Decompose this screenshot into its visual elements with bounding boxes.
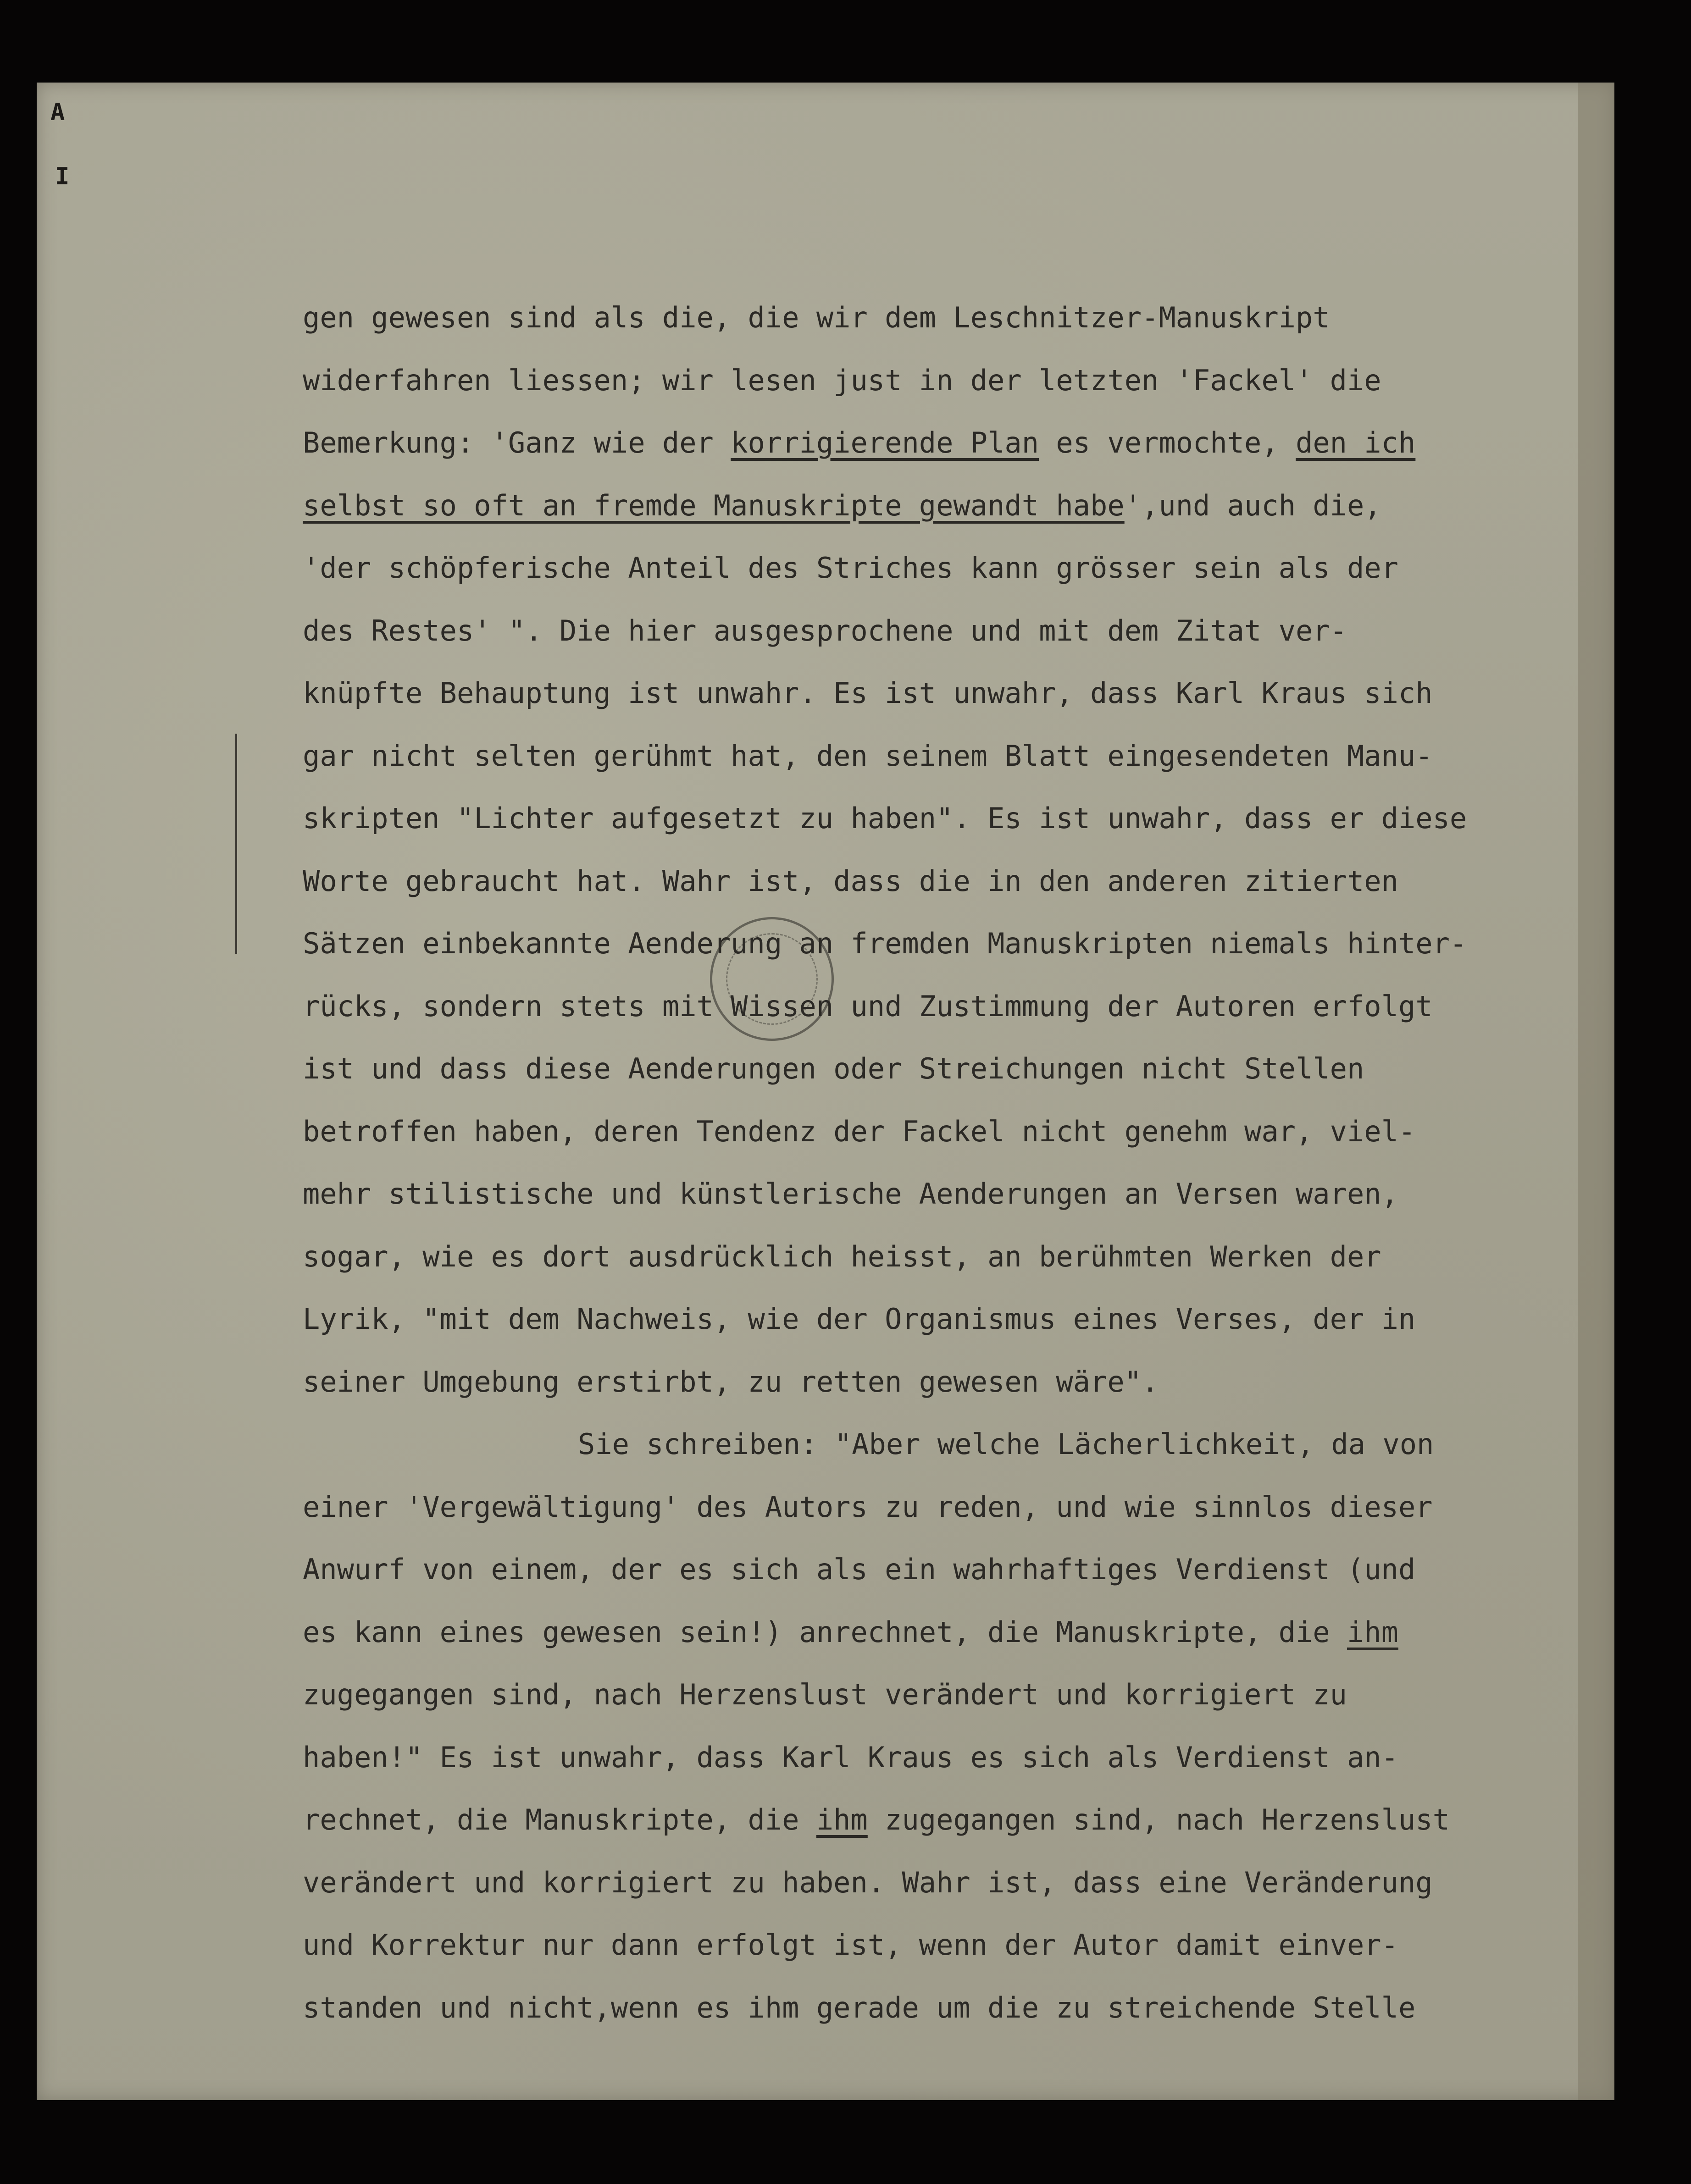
text-segment: des Restes' ". Die hier ausgesprochene und mit dem Zitat ver- <box>303 614 1347 647</box>
text-segment: es kann eines gewesen sein!) anrechnet, die Manuskripte, die <box>303 1615 1347 1649</box>
text-line <box>303 1726 1569 1789</box>
page-edge-shadow <box>1578 83 1614 2100</box>
underlined-text: den ich <box>1296 426 1416 459</box>
text-segment: Lyrik, "mit dem Nachweis, wie der Organismus eines Verses, der in <box>303 1302 1416 1336</box>
text-segment: widerfahren liessen; wir lesen just in der letzten 'Fackel' die <box>303 363 1381 397</box>
underlined-text: ihm <box>816 1803 868 1836</box>
text-segment: mehr stilistische und künstlerische Aenderungen an Versen waren, <box>303 1177 1398 1211</box>
text-segment: und Korrektur nur dann erfolgt ist, wenn der Autor damit einver- <box>303 1928 1398 1962</box>
text-segment: einer 'Vergewältigung' des Autors zu reden, und wie sinnlos dieser <box>303 1490 1433 1524</box>
text-segment: ',und auch die, <box>1124 488 1381 522</box>
text-segment: Anwurf von einem, der es sich als ein wahrhaftiges Verdienst (und <box>303 1553 1416 1586</box>
text-segment: rechnet, die Manuskripte, die <box>303 1803 816 1836</box>
text-line <box>303 1852 1569 1914</box>
text-line <box>303 537 1569 600</box>
text-line <box>303 787 1569 850</box>
text-segment: haben!" Es ist unwahr, dass Karl Kraus es sich als Verdienst an- <box>303 1740 1398 1774</box>
text-segment: 'der schöpferische Anteil des Striches kann grösser sein als der <box>303 551 1398 585</box>
text-segment: betroffen haben, deren Tendenz der Fackel nicht genehm war, viel- <box>303 1114 1416 1148</box>
text-segment: zugegangen sind, nach Herzenslust verändert und korrigiert zu <box>303 1678 1347 1711</box>
underlined-text: selbst so oft an fremde Manuskripte gewandt habe <box>303 488 1125 522</box>
text-line <box>303 1038 1569 1100</box>
text-segment: Bemerkung: 'Ganz wie der <box>303 426 731 459</box>
text-line <box>303 912 1569 975</box>
text-segment: zugegangen sind, nach Herzenslust <box>867 1803 1450 1836</box>
text-segment: standen und nicht,wenn es ihm gerade um die zu streichende Stelle <box>303 1990 1416 2024</box>
text-line <box>303 1977 1569 2040</box>
text-line <box>303 412 1569 475</box>
underlined-text: ihm <box>1347 1615 1398 1649</box>
text-segment: rücks, sondern stets mit Wissen und Zustimmung der Autoren erfolgt <box>303 989 1433 1023</box>
text-segment: gar nicht selten gerühmt hat, den seinem Blatt eingesendeten Manu- <box>303 739 1433 773</box>
text-line <box>303 1163 1569 1226</box>
text-line <box>303 1413 1569 1476</box>
text-segment: ist und dass diese Aenderungen oder Streichungen nicht Stellen <box>303 1052 1364 1085</box>
text-line <box>303 1664 1569 1726</box>
text-segment: knüpfte Behauptung ist unwahr. Es ist unwahr, dass Karl Kraus sich <box>303 676 1433 710</box>
underlined-text: korrigierende Plan <box>731 426 1039 459</box>
text-line <box>303 850 1569 913</box>
text-segment: verändert und korrigiert zu haben. Wahr ist, dass eine Veränderung <box>303 1865 1433 1899</box>
text-line <box>303 1601 1569 1664</box>
margin-mark-b: I <box>55 163 70 190</box>
text-line <box>303 1100 1569 1163</box>
text-line <box>303 1226 1569 1288</box>
text-line <box>303 725 1569 788</box>
text-line <box>303 475 1569 537</box>
typewritten-text <box>303 287 1569 2039</box>
text-segment: sogar, wie es dort ausdrücklich heisst, an berühmten Werken der <box>303 1239 1381 1273</box>
text-segment: Sätzen einbekannte Aenderung an fremden Manuskripten niemals hinter- <box>303 927 1467 960</box>
text-line <box>303 975 1569 1038</box>
text-line <box>303 600 1569 663</box>
text-line <box>303 287 1569 349</box>
text-segment: Worte gebraucht hat. Wahr ist, dass die in den anderen zitierten <box>303 864 1398 898</box>
text-segment: es vermochte, <box>1039 426 1296 459</box>
text-line <box>303 662 1569 725</box>
margin-mark-a: A <box>50 99 65 126</box>
text-line <box>303 1288 1569 1351</box>
text-line <box>303 1351 1569 1414</box>
text-segment: skripten "Lichter aufgesetzt zu haben". Es ist unwahr, dass er diese <box>303 802 1467 835</box>
text-line <box>303 1538 1569 1601</box>
text-line <box>303 1789 1569 1852</box>
text-line <box>303 349 1569 412</box>
text-line <box>303 1914 1569 1977</box>
margin-pencil-line <box>235 734 237 954</box>
text-segment: Sie schreiben: "Aber welche Lächerlichkeit, da von <box>578 1427 1434 1461</box>
text-segment: seiner Umgebung erstirbt, zu retten gewesen wäre". <box>303 1365 1159 1399</box>
text-line <box>303 1476 1569 1539</box>
text-segment: gen gewesen sind als die, die wir dem Leschnitzer-Manuskript <box>303 301 1330 334</box>
